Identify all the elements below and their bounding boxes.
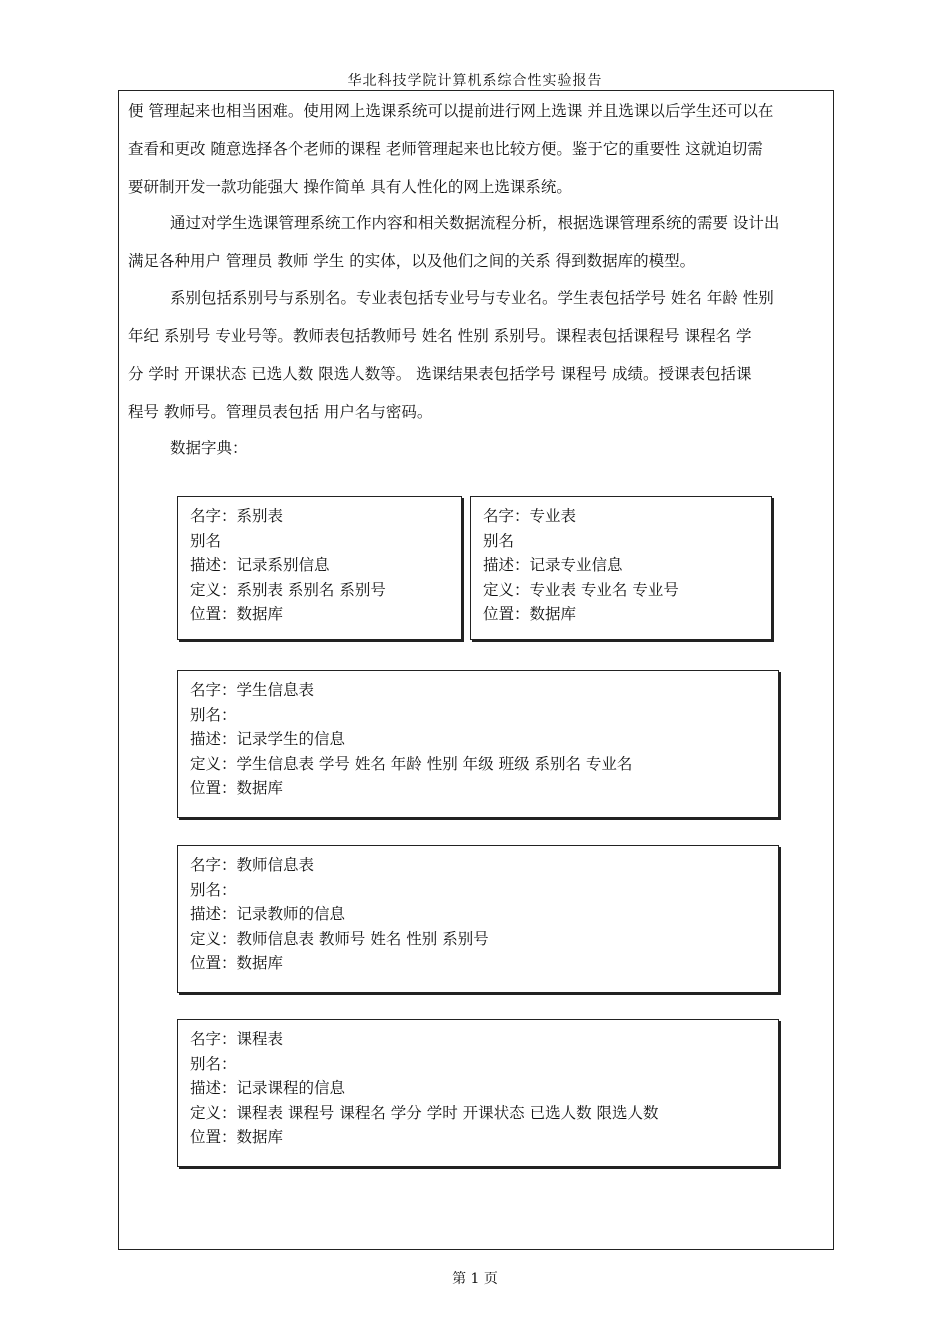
paragraph-3-line: 分 学时 开课状态 已选人数 限选人数等。 选课结果表包括学号 课程号 成绩。授课表包括课	[128, 365, 752, 383]
dict-desc: 描述：记录学生的信息	[190, 730, 346, 748]
dict-name: 名字：学生信息表	[190, 681, 315, 699]
dict-loc: 位置：数据库	[190, 779, 284, 797]
dict-loc: 位置：数据库	[483, 605, 577, 623]
dict-alias: 别名：	[190, 1054, 237, 1073]
paragraph-2-line: 满足各种用户 管理员 教师 学生 的实体，以及他们之间的关系 得到数据库的模型。	[128, 252, 696, 270]
dict-alias: 别名：	[190, 705, 237, 724]
dict-name: 名字：教师信息表	[190, 856, 315, 874]
dict-def: 定义：学生信息表 学号 姓名 年龄 性别 年级 班级 系别名 专业名	[190, 754, 633, 773]
data-dictionary-heading: 数据字典：	[170, 439, 248, 457]
paragraph-2	[128, 204, 826, 280]
page-number: 第 1 页	[452, 1271, 498, 1287]
dictionary-box-major	[470, 496, 772, 640]
dictionary-box-student	[177, 670, 779, 818]
dict-def: 定义：系别表 系别名 系别号	[190, 580, 386, 599]
dictionary-box-teacher	[177, 845, 779, 993]
report-header-title: 华北科技学院计算机系综合性实验报告	[347, 73, 603, 89]
dictionary-box-dept	[177, 496, 462, 640]
dict-def: 定义：教师信息表 教师号 姓名 性别 系别号	[190, 929, 489, 948]
paragraph-2-line: 通过对学生选课管理系统工作内容和相关数据流程分析，根据选课管理系统的需要 设计出	[170, 214, 780, 232]
paragraph-3-line: 系别包括系别号与系别名。专业表包括专业号与专业名。学生表包括学号 姓名 年龄 性别	[170, 289, 774, 307]
paragraph-1-line: 查看和更改 随意选择各个老师的课程 老师管理起来也比较方便。鉴于它的重要性 这就迫切需	[128, 140, 763, 158]
dict-loc: 位置：数据库	[190, 1128, 284, 1146]
dict-name: 名字：课程表	[190, 1030, 284, 1048]
paragraph-3-line: 程号 教师号。管理员表包括 用户名与密码。	[128, 403, 433, 421]
paragraph-3	[128, 279, 826, 431]
paragraph-1-line: 便 管理起来也相当困难。使用网上选课系统可以提前进行网上选课 并且选课以后学生还可以在	[128, 102, 774, 120]
dictionary-box-course	[177, 1019, 779, 1167]
dict-desc: 描述：记录系别信息	[190, 556, 330, 574]
paragraph-4	[128, 429, 826, 467]
dict-def: 定义：专业表 专业名 专业号	[483, 580, 679, 599]
paragraph-1-line: 要研制开发一款功能强大 操作简单 具有人性化的网上选课系统。	[128, 178, 572, 196]
dict-alias: 别名	[190, 531, 222, 550]
paragraph-1	[128, 92, 826, 206]
dict-alias: 别名：	[190, 880, 237, 899]
dict-def: 定义：课程表 课程号 课程名 学分 学时 开课状态 已选人数 限选人数	[190, 1103, 659, 1122]
dict-alias: 别名	[483, 531, 515, 550]
dict-loc: 位置：数据库	[190, 605, 284, 623]
dict-desc: 描述：记录专业信息	[483, 556, 623, 574]
dict-name: 名字：系别表	[190, 507, 284, 525]
dict-desc: 描述：记录课程的信息	[190, 1079, 346, 1097]
dict-loc: 位置：数据库	[190, 954, 284, 972]
dict-desc: 描述：记录教师的信息	[190, 905, 346, 923]
dict-name: 名字：专业表	[483, 507, 577, 525]
paragraph-3-line: 年纪 系别号 专业号等。教师表包括教师号 姓名 性别 系别号。课程表包括课程号 课程名 学	[128, 327, 752, 345]
